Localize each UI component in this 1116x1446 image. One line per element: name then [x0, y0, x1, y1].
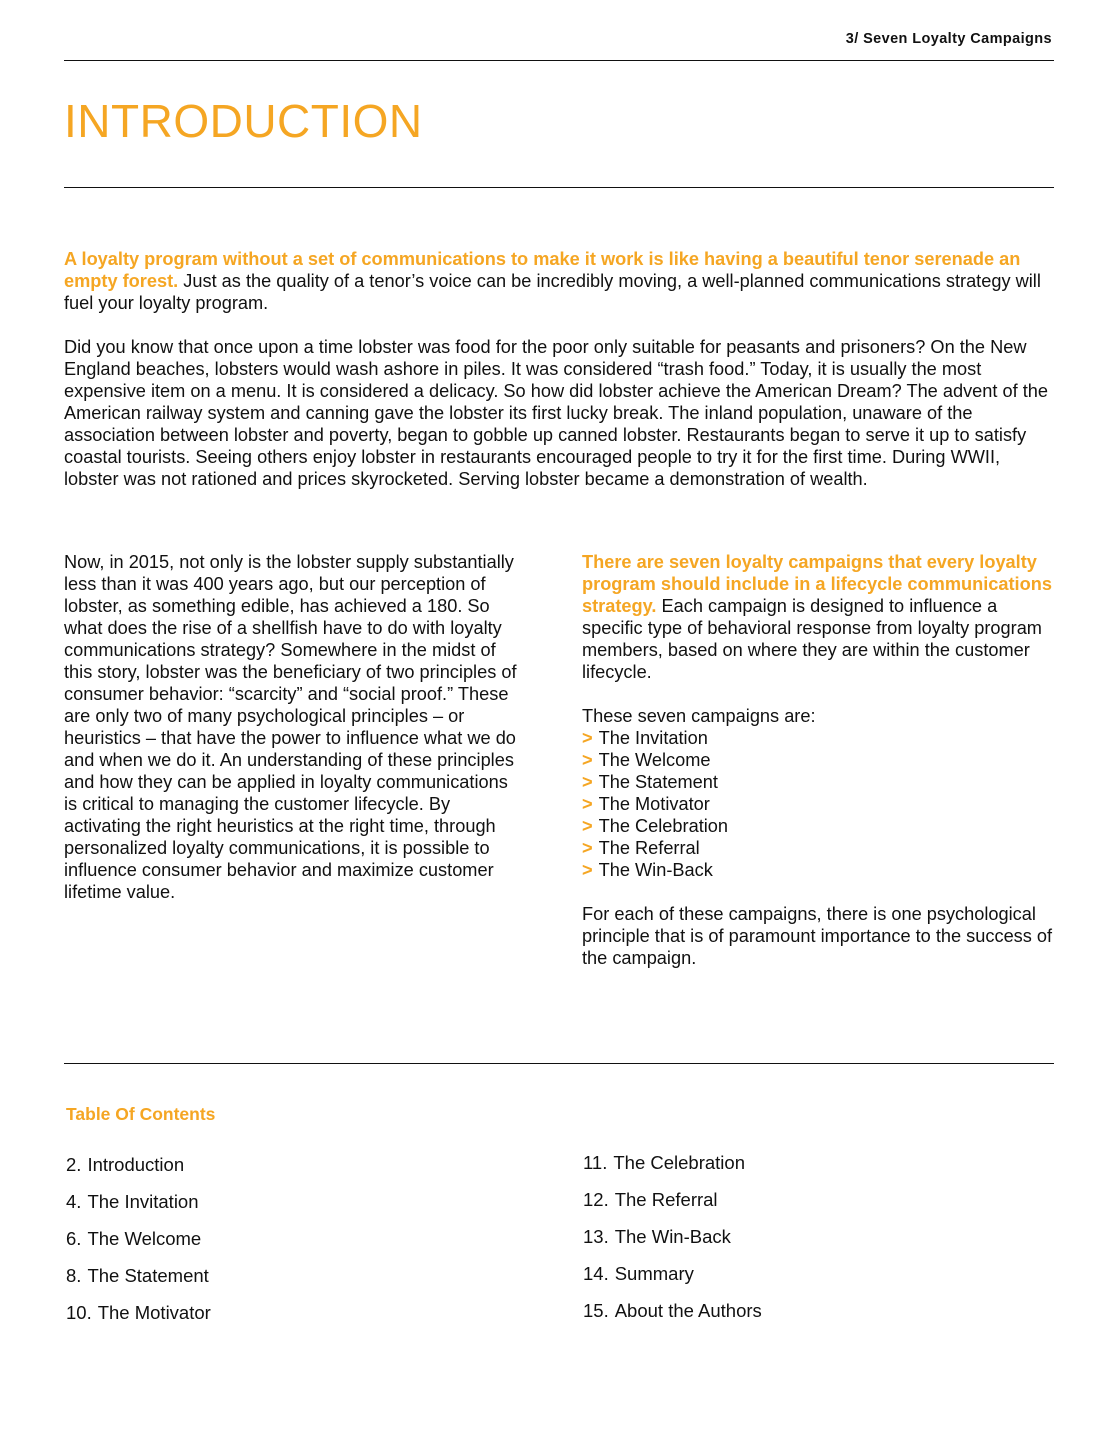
arrow-icon: > — [582, 750, 593, 770]
toc-left-column — [66, 1154, 211, 1339]
intro-paragraph-2: Did you know that once upon a time lobster was food for the poor only suitable for peasants and prisoners? On the New England beaches, lobsters would wash ashore in piles. It was considered “trash food.” Today, it is usually the most expensive item on a menu. It is considered a delicacy. So how did lobster achieve the American Dream? The advent of the American railway system and canning gave the lobster its first lucky break. The inland population, unaware of the association between lobster and poverty, began to gobble up canned lobster. Restaurants began to serve it up to satisfy coastal tourists. Seeing others enjoy lobster in restaurants encouraged people to try it for the first time. During WWII, lobster was not rationed and prices skyrocketed. Serving lobster became a demonstration of wealth. — [64, 337, 1049, 489]
arrow-icon: > — [582, 772, 593, 792]
list-item — [582, 771, 1054, 793]
right-column — [582, 551, 1054, 969]
toc-label: About the Authors — [614, 1300, 762, 1321]
campaign-list — [582, 727, 1054, 881]
header-rule — [64, 60, 1054, 61]
toc-label: The Statement — [87, 1265, 209, 1286]
campaign-list-intro: These seven campaigns are: — [582, 706, 816, 726]
toc-item-referral[interactable] — [583, 1189, 762, 1226]
toc-item-about-authors[interactable] — [583, 1300, 762, 1337]
arrow-icon: > — [582, 838, 593, 858]
intro-body: Just as the quality of a tenor’s voice can be incredibly moving, a well-planned communications strategy will fuel your loyalty program. — [64, 271, 1041, 313]
toc-label: The Referral — [614, 1189, 718, 1210]
intro-paragraph-1 — [64, 248, 1054, 314]
toc-item-summary[interactable] — [583, 1263, 762, 1300]
list-item — [582, 859, 1054, 881]
right-column-closing: For each of these campaigns, there is one psychological principle that is of paramount importance to the success of the campaign. — [582, 904, 1053, 968]
toc-page-number: 11. — [583, 1152, 608, 1173]
intro-highlight: A loyalty program without a set of communications to make it work is like having a beautiful tenor serenade an empty forest. — [64, 249, 1021, 291]
toc-page-number: 14. — [583, 1263, 609, 1284]
toc-label: Introduction — [87, 1154, 185, 1175]
arrow-icon: > — [582, 816, 593, 836]
toc-page-number: 10. — [66, 1302, 92, 1323]
arrow-icon: > — [582, 728, 593, 748]
toc-item-win-back[interactable] — [583, 1226, 762, 1263]
toc-item-invitation[interactable] — [66, 1191, 211, 1228]
arrow-icon: > — [582, 860, 593, 880]
right-highlight: There are seven loyalty campaigns that every loyalty program should include in a lifecycle communications strategy. — [582, 552, 1052, 616]
toc-label: The Invitation — [87, 1191, 199, 1212]
campaign-label: The Statement — [598, 772, 718, 792]
toc-label: Summary — [614, 1263, 694, 1284]
toc-rule — [64, 1063, 1054, 1064]
spacer — [582, 881, 1054, 903]
toc-right-column — [583, 1152, 762, 1337]
list-item — [582, 793, 1054, 815]
toc-item-welcome[interactable] — [66, 1228, 211, 1265]
toc-label: The Welcome — [87, 1228, 202, 1249]
campaign-label: The Motivator — [598, 794, 710, 814]
toc-page-number: 15. — [583, 1300, 609, 1321]
right-body: Each campaign is designed to influence a specific type of behavioral response from loyalty program members, based on where they are within the customer lifecycle. — [582, 596, 1042, 682]
campaign-label: The Welcome — [598, 750, 711, 770]
toc-label: The Celebration — [613, 1152, 745, 1173]
toc-page-number: 12. — [583, 1189, 609, 1210]
spacer — [582, 683, 1054, 705]
toc-page-number: 13. — [583, 1226, 609, 1247]
toc-label: The Win-Back — [614, 1226, 731, 1247]
running-header-title: 3/ Seven Loyalty Campaigns — [845, 31, 1052, 47]
title-rule — [64, 187, 1054, 188]
campaign-label: The Celebration — [598, 816, 729, 836]
left-column-text: Now, in 2015, not only is the lobster supply substantially less than it was 400 years ago, but our perception of lobster, as something edible, has achieved a 180. So what does the rise of a shellfish have to do with loyalty communications strategy? Somewhere in the midst of this story, lobster was the beneficiary of two principles of consumer behavior: “scarcity” and “social proof.” These are only two of many psychological principles – or heuristics – that have the power to influence what we do and when we do it. An understanding of these principles and how they can be applied in loyalty communications is critical to managing the customer lifecycle. By activating the right heuristics at the right time, through personalized loyalty communications, it is possible to influence consumer behavior and maximize customer lifetime value. — [64, 552, 517, 902]
toc-page-number: 4. — [66, 1191, 82, 1212]
campaign-label: The Invitation — [598, 728, 708, 748]
toc-item-celebration[interactable] — [583, 1152, 762, 1189]
toc-item-statement[interactable] — [66, 1265, 211, 1302]
toc-page-number: 8. — [66, 1265, 82, 1286]
list-item — [582, 815, 1054, 837]
campaign-label: The Referral — [598, 838, 700, 858]
right-column-paragraph — [582, 551, 1054, 683]
arrow-icon: > — [582, 794, 593, 814]
toc-item-motivator[interactable] — [66, 1302, 211, 1339]
page-title: INTRODUCTION — [64, 95, 423, 147]
toc-item-introduction[interactable] — [66, 1154, 211, 1191]
toc-heading: Table Of Contents — [66, 1104, 216, 1124]
toc-page-number: 2. — [66, 1154, 82, 1175]
toc-page-number: 6. — [66, 1228, 82, 1249]
campaign-label: The Win-Back — [598, 860, 713, 880]
list-item — [582, 727, 1054, 749]
list-item — [582, 837, 1054, 859]
toc-label: The Motivator — [97, 1302, 211, 1323]
list-item — [582, 749, 1054, 771]
